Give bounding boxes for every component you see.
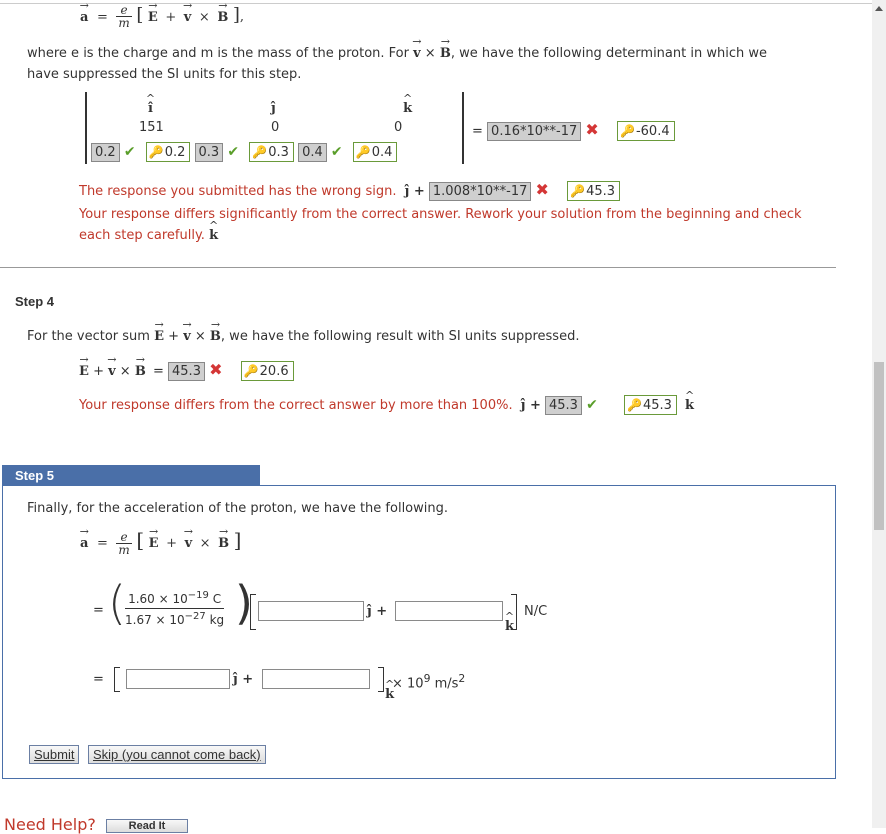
check-icon: ✔ <box>330 144 343 160</box>
equals-sign-2: = <box>93 603 104 618</box>
times-sign: × <box>198 9 210 25</box>
j-hat-header: ĵ <box>271 101 276 116</box>
left-paren: ( <box>108 576 126 630</box>
step-4-text-b: , we have the following result with SI units suppressed. <box>220 329 580 344</box>
times-sign: × <box>420 46 440 61</box>
answer-box: 45.3 <box>168 362 205 381</box>
a-vector: → a <box>80 536 88 551</box>
comma: , <box>239 9 245 25</box>
final-k-input[interactable] <box>262 669 370 689</box>
submit-button[interactable]: Submit <box>29 745 79 764</box>
j-hat-plus: ĵ + <box>404 184 425 199</box>
e-label: e <box>120 3 128 17</box>
plus-sign: + <box>93 364 109 379</box>
step-4-feedback <box>79 395 694 415</box>
intro-text-b: , we have the following determinant in which we <box>450 46 767 61</box>
E-vector: → E <box>154 329 164 344</box>
plus-sign: + <box>165 9 177 25</box>
accel-formula-top: → a = $\frac{e}{m}$ [ → E + → v × → B ], <box>80 4 244 30</box>
B-vector: → B <box>210 329 221 344</box>
times-sign: × <box>119 364 135 379</box>
correct-answer-key: 🔑45.3 <box>567 181 620 201</box>
cross-icon: ✖ <box>209 360 223 379</box>
det-right-bar <box>462 92 464 164</box>
step-5-text: Finally, for the acceleration of the proton, we have the following. <box>27 501 449 516</box>
det-left-bar <box>85 92 87 164</box>
answer-box: 45.3 <box>545 396 582 415</box>
correct-answer-key: 🔑45.3 <box>624 395 677 415</box>
plus-sign: + <box>166 536 178 551</box>
v-vector: → v <box>185 536 193 551</box>
j-hat-plus: ĵ + <box>367 604 388 619</box>
k-hat: ^ k <box>209 228 218 243</box>
right-bracket <box>511 594 517 630</box>
left-bracket <box>250 594 256 630</box>
answer-box: 0.3 <box>195 143 224 162</box>
key-icon: 🔑 <box>619 124 635 138</box>
times-sign: × <box>199 536 211 551</box>
differs-text: each step carefully. <box>79 228 205 243</box>
key-icon: 🔑 <box>148 145 164 159</box>
j-hat-plus: ĵ + <box>520 398 541 413</box>
check-icon: ✔ <box>586 397 598 413</box>
check-icon: ✔ <box>123 144 136 160</box>
charge-value: $1.60 \times 10^{-19}$ C <box>128 590 222 606</box>
correct-answer-key: 🔑-60.4 <box>617 121 675 141</box>
e-label: e <box>120 529 128 544</box>
vertical-scrollbar[interactable] <box>872 0 886 828</box>
correct-answer-key: 🔑0.2 <box>146 142 191 162</box>
intro-line-1 <box>27 46 767 61</box>
step-5-title: Step 5 <box>15 468 55 483</box>
m-label: m <box>118 16 130 30</box>
cross-icon: ✖ <box>535 180 549 199</box>
E-vector: → E <box>148 10 158 25</box>
v-vector: → v <box>413 46 421 61</box>
e-over-m <box>116 531 131 557</box>
answer-box: 0.16*10**-17 <box>487 122 581 141</box>
v-vector: → v <box>184 10 192 25</box>
accel-formula: → a = $\frac{e}{m}$ [ → E + → v × → B ] <box>80 528 241 557</box>
k-hat: ^ k <box>685 398 694 413</box>
det-row-B <box>91 142 397 162</box>
skip-button[interactable]: Skip (you cannot come back) <box>88 745 266 764</box>
feedback-j <box>79 180 620 201</box>
times-sign: × <box>190 329 210 344</box>
key-icon: 🔑 <box>355 145 371 159</box>
det-cell-vy: 0 <box>271 120 280 135</box>
det-result <box>472 120 675 141</box>
E-vector: → E <box>149 536 159 551</box>
correct-answer-key: 🔑0.3 <box>249 142 294 162</box>
scrollbar-thumb[interactable] <box>874 362 884 530</box>
v-vector: → v <box>183 329 191 344</box>
intro-line-2: have suppressed the SI units for this step. <box>27 67 302 82</box>
B-vector: → B <box>135 364 146 379</box>
check-icon: ✔ <box>227 144 240 160</box>
key-icon: 🔑 <box>252 145 268 159</box>
step-4-title: Step 4 <box>15 294 55 309</box>
E-vector: → E <box>79 364 89 379</box>
correct-answer-key: 🔑0.4 <box>353 142 398 162</box>
j-hat-plus: ĵ + <box>233 672 254 687</box>
k-hat-header: ^ k <box>403 101 412 116</box>
answer-box: 0.2 <box>91 143 120 162</box>
k-hat: ^ k <box>505 619 514 634</box>
cross-icon: ✖ <box>585 120 599 139</box>
m-label: m <box>118 542 130 557</box>
need-help-label: Need Help? <box>4 815 96 834</box>
answer-box: 0.4 <box>298 143 327 162</box>
scroll-up-arrow-icon[interactable] <box>875 6 883 11</box>
left-bracket <box>114 667 120 692</box>
read-it-button[interactable]: Read It <box>106 819 188 833</box>
equals-sign-3: = <box>93 672 104 687</box>
i-hat-header: ^ î <box>148 101 153 116</box>
B-vector: → B <box>217 10 228 25</box>
B-vector: → B <box>440 46 451 61</box>
scale-unit: × $10^9$ $m/s^2$ <box>392 672 466 692</box>
fraction-line: $1.67 \times 10^{-27}$ kg <box>125 608 224 627</box>
plus-sign: + <box>164 329 184 344</box>
differs-message-2 <box>79 228 218 243</box>
differs-message: Your response differs from the correct answer by more than 100%. <box>79 398 513 413</box>
j-component-input[interactable] <box>395 601 503 621</box>
right-paren: ) <box>235 576 253 630</box>
e-over-m <box>116 4 131 30</box>
unit-n-per-c: N/C <box>524 604 548 619</box>
right-bracket <box>378 667 384 692</box>
a-vector: → a <box>80 10 88 25</box>
step-separator <box>0 267 836 268</box>
final-j-input[interactable] <box>126 669 230 689</box>
differs-message: Your response differs significantly from the correct answer. Rework your solution from the beginning and check <box>79 207 802 222</box>
equals-sign: = <box>96 9 108 25</box>
equals-sign: = <box>472 124 483 139</box>
charge-mass-fraction <box>125 590 224 627</box>
key-icon: 🔑 <box>570 184 586 198</box>
step-4-result <box>79 360 294 381</box>
key-icon: 🔑 <box>243 364 259 378</box>
k-hat: ^ k <box>385 687 394 702</box>
step-4-text-a: For the vector sum <box>27 329 155 344</box>
B-vector: → B <box>218 536 229 551</box>
correct-answer-key: 🔑20.6 <box>241 361 294 381</box>
det-cell-vz: 0 <box>394 120 403 135</box>
equals-sign: = <box>96 536 108 551</box>
intro-text-a: where e is the charge and m is the mass of the proton. For <box>27 46 414 61</box>
det-cell-vx: 151 <box>139 120 164 135</box>
key-icon: 🔑 <box>626 398 642 412</box>
step-4-text <box>27 329 579 344</box>
v-vector: → v <box>108 364 116 379</box>
answer-box: 1.008*10**-17 <box>429 182 532 201</box>
i-component-input[interactable] <box>258 601 364 621</box>
wrong-sign-message: The response you submitted has the wrong sign. <box>79 184 397 199</box>
equals-sign: = <box>152 364 164 379</box>
